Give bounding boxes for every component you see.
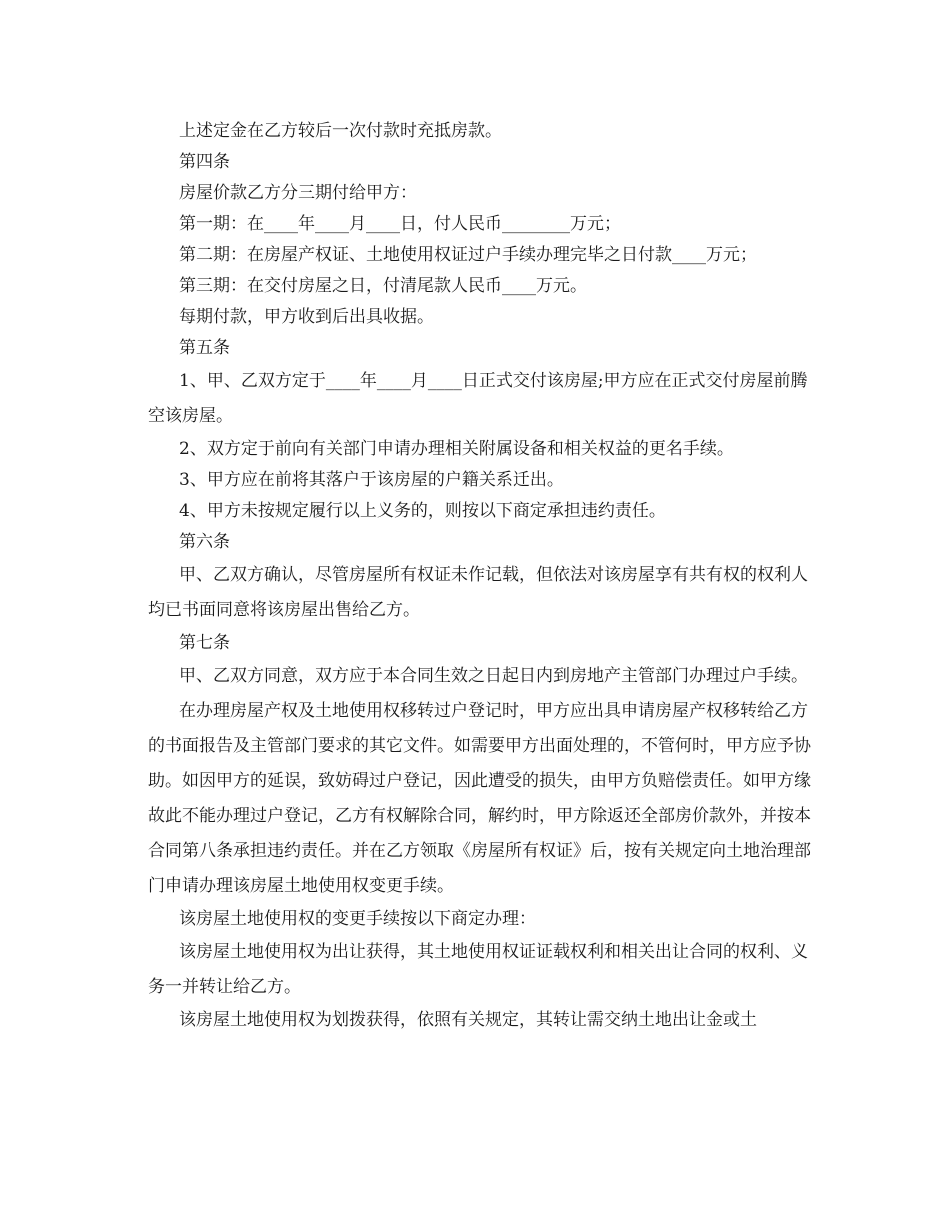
paragraph: 2、双方定于前向有关部门申请办理相关附属设备和相关权益的更名手续。 xyxy=(179,439,734,459)
paragraph-text: 甲、乙双方确认，尽管房屋所有权证未作记载，但依法对该房屋享有共有权的权利人均已书面同意将该房屋出售给乙方。 xyxy=(148,565,808,620)
paragraph xyxy=(148,364,824,434)
paragraph xyxy=(148,935,824,1005)
paragraph xyxy=(148,659,824,694)
paragraph: 该房屋土地使用权的变更手续按以下商定办理： xyxy=(179,909,536,929)
paragraph: 4、甲方未按规定履行以上义务的，则按以下商定承担违约责任。 xyxy=(179,501,666,521)
paragraph xyxy=(148,558,824,628)
paragraph-text: 甲、乙双方同意，双方应于本合同生效之日起日内到房地产主管部门办理过户手续。 xyxy=(179,666,808,686)
paragraph-text: 该房屋土地使用权为出让获得，其土地使用权证证载权利和相关出让合同的权利、义务一并转让给乙方。 xyxy=(148,942,808,997)
text-line: 每期付款，甲方收到后出具收据。 xyxy=(179,307,434,327)
text-line: 房屋价款乙方分三期付给甲方： xyxy=(179,183,417,203)
article-heading: 第五条 xyxy=(179,338,230,358)
article-heading: 第七条 xyxy=(179,633,230,653)
text-line: 第三期：在交付房屋之日，付清尾款人民币____万元。 xyxy=(179,276,587,296)
article-heading: 第四条 xyxy=(179,152,230,172)
paragraph: 该房屋土地使用权为划拨获得，依照有关规定，其转让需交纳土地出让金或土 xyxy=(179,1010,757,1030)
text-line: 第二期：在房屋产权证、土地使用权证过户手续办理完毕之日付款____万元； xyxy=(179,245,757,265)
paragraph: 3、甲方应在前将其落户于该房屋的户籍关系迁出。 xyxy=(179,470,564,490)
text-line: 第一期：在____年____月____日，付人民币________万元； xyxy=(179,214,621,234)
document-body xyxy=(148,116,824,1036)
text-line: 上述定金在乙方较后一次付款时充抵房款。 xyxy=(179,121,502,141)
paragraph-text: 1、甲、乙双方定于____年____月____日正式交付该房屋;甲方应在正式交付房屋前腾空该房屋。 xyxy=(148,371,808,426)
article-heading: 第六条 xyxy=(179,532,230,552)
paragraph-text: 在办理房屋产权及土地使用权移转过户登记时，甲方应出具申请房屋产权移转给乙方的书面报告及主管部门要求的其它文件。如需要甲方出面处理的，不管何时，甲方应予协助。如因甲方的延误，致妨碍过户登记，因此遭受的损失，由甲方负赔偿责任。如甲方缘故此不能办理过户登记，乙方有权解除合同，解约时，甲方除返还全部房价款外，并按本合同第八条承担违约责任。并在乙方领取《房屋所有权证》后，按有关规定向土地治理部门申请办理该房屋土地使用权变更手续。 xyxy=(148,701,811,896)
paragraph xyxy=(148,694,824,904)
